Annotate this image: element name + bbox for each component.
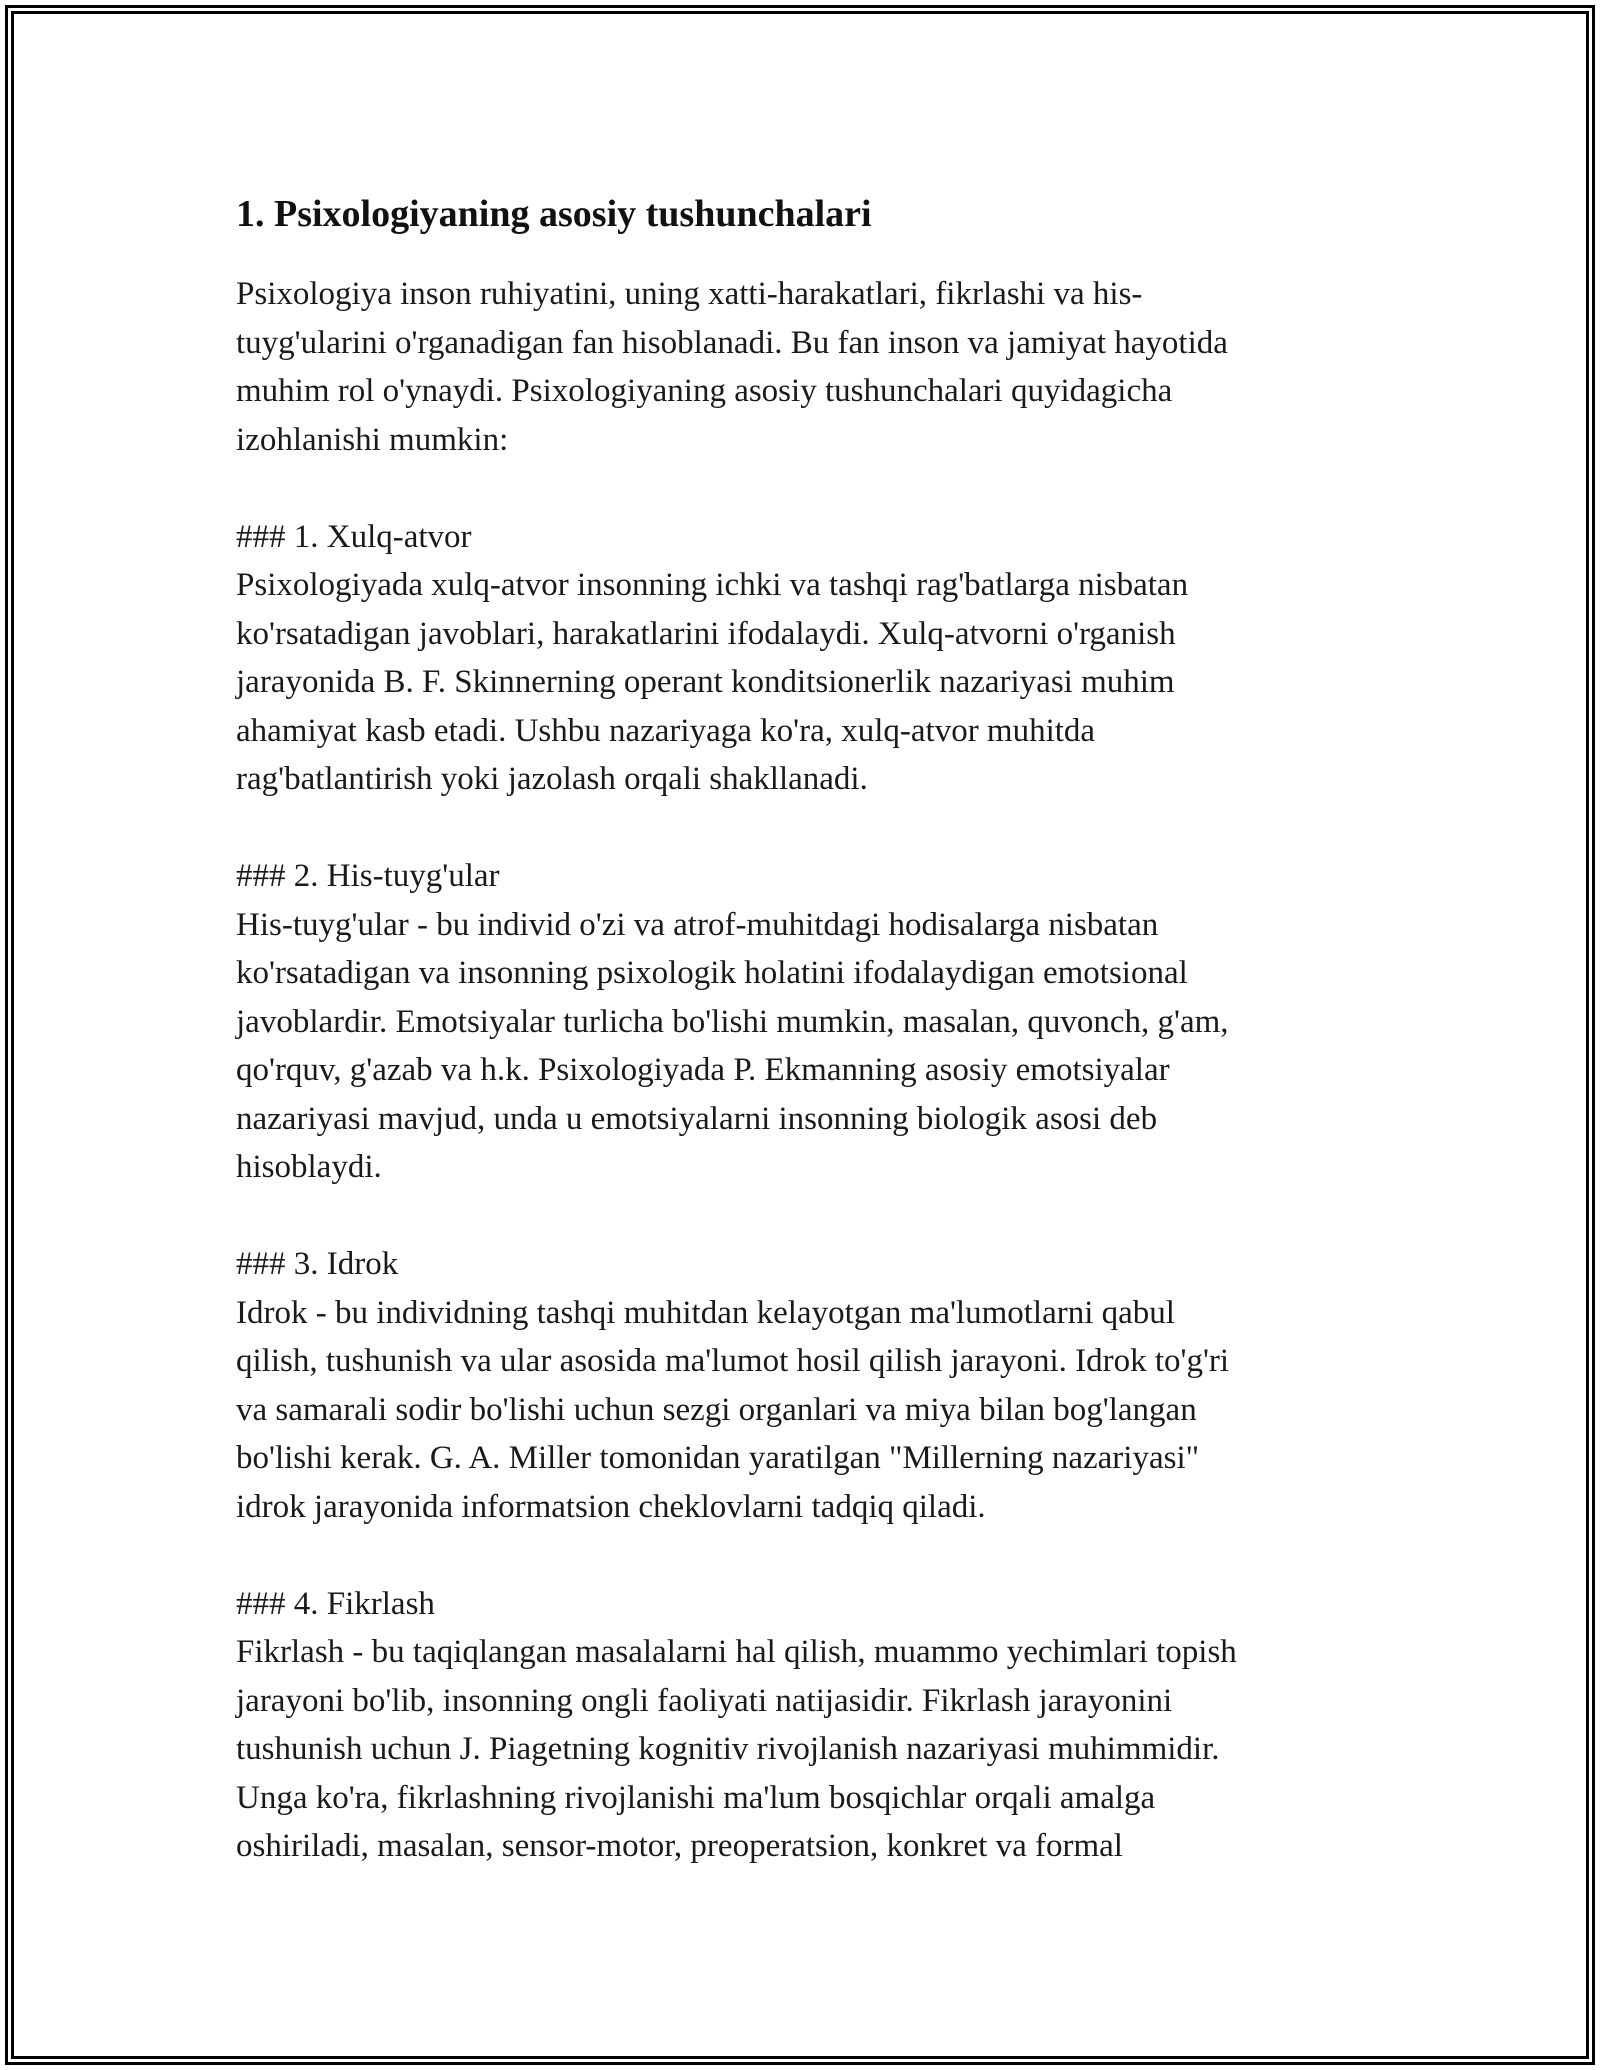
section-fikrlash xyxy=(236,1580,1366,1871)
document-content xyxy=(236,184,1366,1871)
section-heading: ### 2. His-tuyg'ular xyxy=(236,858,500,894)
text-line: va samarali sodir bo'lishi uchun sezgi organlari va miya bilan bog'langan xyxy=(236,1391,1197,1428)
document-title: 1. Psixologiyaning asosiy tushunchalari xyxy=(236,193,872,235)
text-line: idrok jarayonida informatsion cheklovlarni tadqiq qiladi. xyxy=(236,1488,986,1525)
text-line: ahamiyat kasb etadi. Ushbu nazariyaga ko'ra, xulq-atvor muhitda xyxy=(236,712,1096,749)
text-line: Unga ko'ra, fikrlashning rivojlanishi ma'lum bosqichlar orqali amalga xyxy=(236,1779,1156,1816)
intro-paragraph xyxy=(236,270,1366,464)
text-line: jarayonida B. F. Skinnerning operant konditsionerlik nazariyasi muhim xyxy=(236,664,1175,700)
text-line: nazariyasi mavjud, unda u emotsiyalarni insonning biologik asosi deb xyxy=(236,1100,1158,1137)
text-line: Psixologiya inson ruhiyatini, uning xatti-harakatlari, fikrlashi va his- xyxy=(236,276,1143,312)
text-line: Idrok - bu individning tashqi muhitdan kelayotgan ma'lumotlarni qabul xyxy=(236,1294,1175,1331)
text-line: ko'rsatadigan javoblari, harakatlarini ifodalaydi. Xulq-atvorni o'rganish xyxy=(236,615,1176,652)
text-line: tushunish uchun J. Piagetning kognitiv rivojlanish nazariyasi muhimmidir. xyxy=(236,1731,1220,1767)
text-line: oshiriladi, masalan, sensor-motor, preoperatsion, konkret va formal xyxy=(236,1828,1123,1864)
text-line: tuyg'ularini o'rganadigan fan hisoblanadi. Bu fan inson va jamiyat hayotida xyxy=(236,324,1228,361)
text-line: muhim rol o'ynaydi. Psixologiyaning asosiy tushunchalari quyidagicha xyxy=(236,373,1173,409)
text-line: bo'lishi kerak. G. A. Miller tomonidan yaratilgan "Millerning nazariyasi" xyxy=(236,1440,1200,1476)
text-line: qo'rquv, g'azab va h.k. Psixologiyada P. Ekmanning asosiy emotsiyalar xyxy=(236,1052,1170,1088)
text-line: Fikrlash - bu taqiqlangan masalalarni hal qilish, muammo yechimlari topish xyxy=(236,1634,1237,1670)
section-idrok xyxy=(236,1240,1366,1531)
section-heading: ### 4. Fikrlash xyxy=(236,1585,435,1622)
text-line: izohlanishi mumkin: xyxy=(236,421,509,458)
text-line: rag'batlantirish yoki jazolash orqali shakllanadi. xyxy=(236,761,868,797)
section-heading: ### 1. Xulq-atvor xyxy=(236,518,472,555)
section-xulq-atvor xyxy=(236,513,1366,804)
section-heading: ### 3. Idrok xyxy=(236,1246,399,1282)
document-body xyxy=(236,270,1366,1871)
text-line: His-tuyg'ular - bu individ o'zi va atrof-muhitdagi hodisalarga nisbatan xyxy=(236,906,1159,943)
text-line: jarayoni bo'lib, insonning ongli faoliyati natijasidir. Fikrlash jarayonini xyxy=(236,1682,1173,1719)
text-line: javoblardir. Emotsiyalar turlicha bo'lishi mumkin, masalan, quvonch, g'am, xyxy=(236,1003,1229,1040)
text-line: ko'rsatadigan va insonning psixologik holatini ifodalaydigan emotsional xyxy=(236,955,1188,991)
text-line: hisoblaydi. xyxy=(236,1149,382,1185)
text-line: qilish, tushunish va ular asosida ma'lumot hosil qilish jarayoni. Idrok to'g'ri xyxy=(236,1343,1230,1379)
section-his-tuygular xyxy=(236,852,1366,1192)
text-line: Psixologiyada xulq-atvor insonning ichki va tashqi rag'batlarga nisbatan xyxy=(236,567,1189,603)
